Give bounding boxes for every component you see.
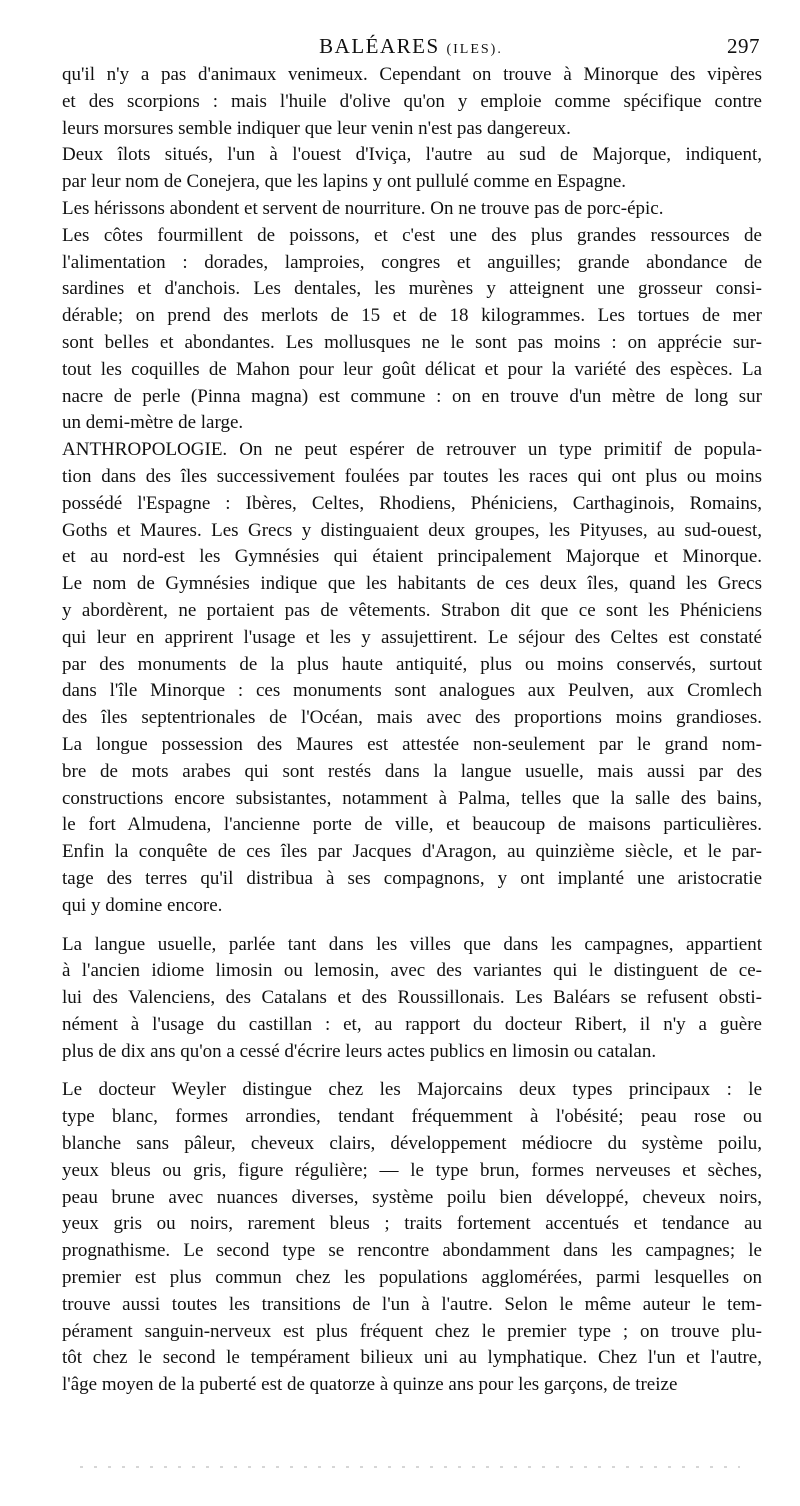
text-line: des îles septentrionales de l'Océan, mais avec des proportions moins grandioses. bbox=[62, 707, 762, 729]
text-line: par leur nom de Conejera, que les lapins y ont pullulé comme en Espagne. bbox=[62, 171, 627, 193]
text-line: et des scorpions : mais l'huile d'olive qu'on y emploie comme spécifique contre bbox=[62, 90, 762, 112]
running-title bbox=[62, 34, 760, 59]
running-title-main: BALÉARES bbox=[319, 34, 440, 58]
text-line: sardines et d'anchois. Les dentales, les murènes y atteignent une grosseur consi- bbox=[62, 278, 762, 300]
text-line: type blanc, formes arrondies, tendant fréquemment à l'obésité; peau rose ou bbox=[62, 1106, 762, 1128]
text-line: un demi-mètre de large. bbox=[62, 412, 244, 434]
page-header bbox=[62, 34, 760, 60]
text-line: prognathisme. Le second type se rencontre abondamment dans les campagnes; le bbox=[62, 1240, 762, 1262]
text-line: tout les coquilles de Mahon pour leur goût délicat et pour la variété des espèces. La bbox=[62, 358, 762, 380]
text-line: qu'il n'y a pas d'animaux venimeux. Cependant on trouve à Minorque des vipères bbox=[62, 64, 762, 85]
text-line: Le nom de Gymnésies indique que les habitants de ces deux îles, quand les Grecs bbox=[62, 573, 762, 595]
text-line: lui des Valenciens, des Catalans et des Roussillonais. Les Baléars se refusent obsti- bbox=[62, 987, 762, 1009]
text-line: Deux îlots situés, l'un à l'ouest d'Iviça, l'autre au sud de Majorque, indiquent, bbox=[62, 144, 762, 166]
text-line: trouve aussi toutes les transitions de l'un à l'autre. Selon le même auteur le tem- bbox=[62, 1293, 762, 1315]
paragraph bbox=[62, 62, 762, 142]
text-line: Les côtes fourmillent de poissons, et c'est une des plus grandes ressources de bbox=[62, 224, 762, 246]
running-title-sub: (ILES). bbox=[446, 42, 503, 57]
text-line: premier est plus commun chez les populations agglomérées, parmi lesquelles on bbox=[62, 1267, 762, 1289]
text-line: Enfin la conquête de ces îles par Jacques d'Aragon, au quinzième siècle, et le par- bbox=[62, 841, 762, 863]
text-line: dérable; on prend des merlots de 15 et de 18 kilogrammes. Les tortues de mer bbox=[62, 305, 762, 327]
text-line: Goths et Maures. Les Grecs y distinguaient deux groupes, les Pityuses, au sud-ouest, bbox=[62, 519, 762, 541]
page-body bbox=[62, 62, 762, 1399]
text-line: tion dans des îles successivement foulées par toutes les races qui ont plus ou moins bbox=[62, 465, 762, 487]
text-line: bre de mots arabes qui sont restés dans la langue usuelle, mais aussi par des bbox=[62, 760, 762, 782]
text-line: l'alimentation : dorades, lamproies, congres et anguilles; grande abondance de bbox=[62, 251, 762, 273]
text-line: La langue usuelle, parlée tant dans les villes que dans les campagnes, appartient bbox=[62, 933, 762, 955]
text-line: nacre de perle (Pinna magna) est commune : on en trouve d'un mètre de long sur bbox=[62, 385, 762, 407]
text-line: le fort Almudena, l'ancienne porte de ville, et beaucoup de maisons particulières. bbox=[62, 814, 762, 836]
text-line: possédé l'Espagne : Ibères, Celtes, Rhodiens, Phéniciens, Carthaginois, Romains, bbox=[62, 492, 762, 514]
paragraph bbox=[62, 223, 762, 437]
text-line: tage des terres qu'il distribua à ses compagnons, y ont implanté une aristocratie bbox=[62, 867, 762, 889]
text-line: qui leur en apprirent l'usage et les y assujettirent. Le séjour des Celtes est constaté bbox=[62, 626, 762, 648]
text-line: La longue possession des Maures est attestée non-seulement par le grand nom- bbox=[62, 733, 762, 755]
text-line: y abordèrent, ne portaient pas de vêtements. Strabon dit que ce sont les Phéniciens bbox=[62, 599, 762, 621]
text-line: peau brune avec nuances diverses, système poilu bien développé, cheveux noirs, bbox=[62, 1186, 762, 1208]
text-line: tôt chez le second le tempérament bilieux uni au lymphatique. Chez l'un et l'autre, bbox=[62, 1347, 762, 1369]
text-line: yeux gris ou noirs, rarement bleus ; traits fortement accentués et tendance au bbox=[62, 1213, 762, 1235]
text-line: et au nord-est les Gymnésies qui étaient principalement Majorque et Minorque. bbox=[62, 546, 762, 568]
page-number: 297 bbox=[727, 34, 760, 58]
text-line: dans l'île Minorque : ces monuments sont analogues aux Peulven, aux Cromlech bbox=[62, 680, 762, 702]
text-line: pérament sanguin-nerveux est plus fréquent chez le premier type ; on trouve plu- bbox=[62, 1320, 762, 1342]
paragraph bbox=[62, 932, 762, 1066]
text-line: ANTHROPOLOGIE. On ne peut espérer de retrouver un type primitif de popula- bbox=[62, 439, 762, 461]
text-line: par des monuments de la plus haute antiquité, plus ou moins conservés, surtout bbox=[62, 653, 762, 675]
text-line: plus de dix ans qu'on a cessé d'écrire leurs actes publics en limosin ou catalan. bbox=[62, 1040, 657, 1062]
paragraph bbox=[62, 196, 762, 223]
paragraph bbox=[62, 437, 762, 919]
text-line: leurs morsures semble indiquer que leur venin n'est pas dangereux. bbox=[62, 117, 571, 139]
paragraph bbox=[62, 142, 762, 196]
text-line: Le docteur Weyler distingue chez les Majorcains deux types principaux : le bbox=[62, 1079, 762, 1101]
text-line: blanche sans pâleur, cheveux clairs, développement médiocre du système poilu, bbox=[62, 1133, 762, 1155]
text-line: constructions encore subsistantes, notamment à Palma, telles que la salle des bains, bbox=[62, 787, 762, 809]
text-line: yeux bleus ou gris, figure régulière; — le type brun, formes nerveuses et sèches, bbox=[62, 1159, 762, 1181]
text-line: à l'ancien idiome limosin ou lemosin, avec des variantes qui le distinguent de ce- bbox=[62, 960, 762, 982]
text-line: nément à l'usage du castillan : et, au rapport du docteur Ribert, il n'y a guère bbox=[62, 1013, 762, 1035]
bottom-scan-artifact bbox=[80, 1466, 740, 1468]
text-line: l'âge moyen de la puberté est de quatorze à quinze ans pour les garçons, de treize bbox=[62, 1374, 678, 1396]
text-line: sont belles et abondantes. Les mollusques ne le sont pas moins : on apprécie sur- bbox=[62, 331, 762, 353]
text-line: Les hérissons abondent et servent de nourriture. On ne trouve pas de porc-épic. bbox=[62, 197, 664, 219]
paragraph bbox=[62, 1077, 762, 1399]
text-line: qui y domine encore. bbox=[62, 894, 223, 916]
